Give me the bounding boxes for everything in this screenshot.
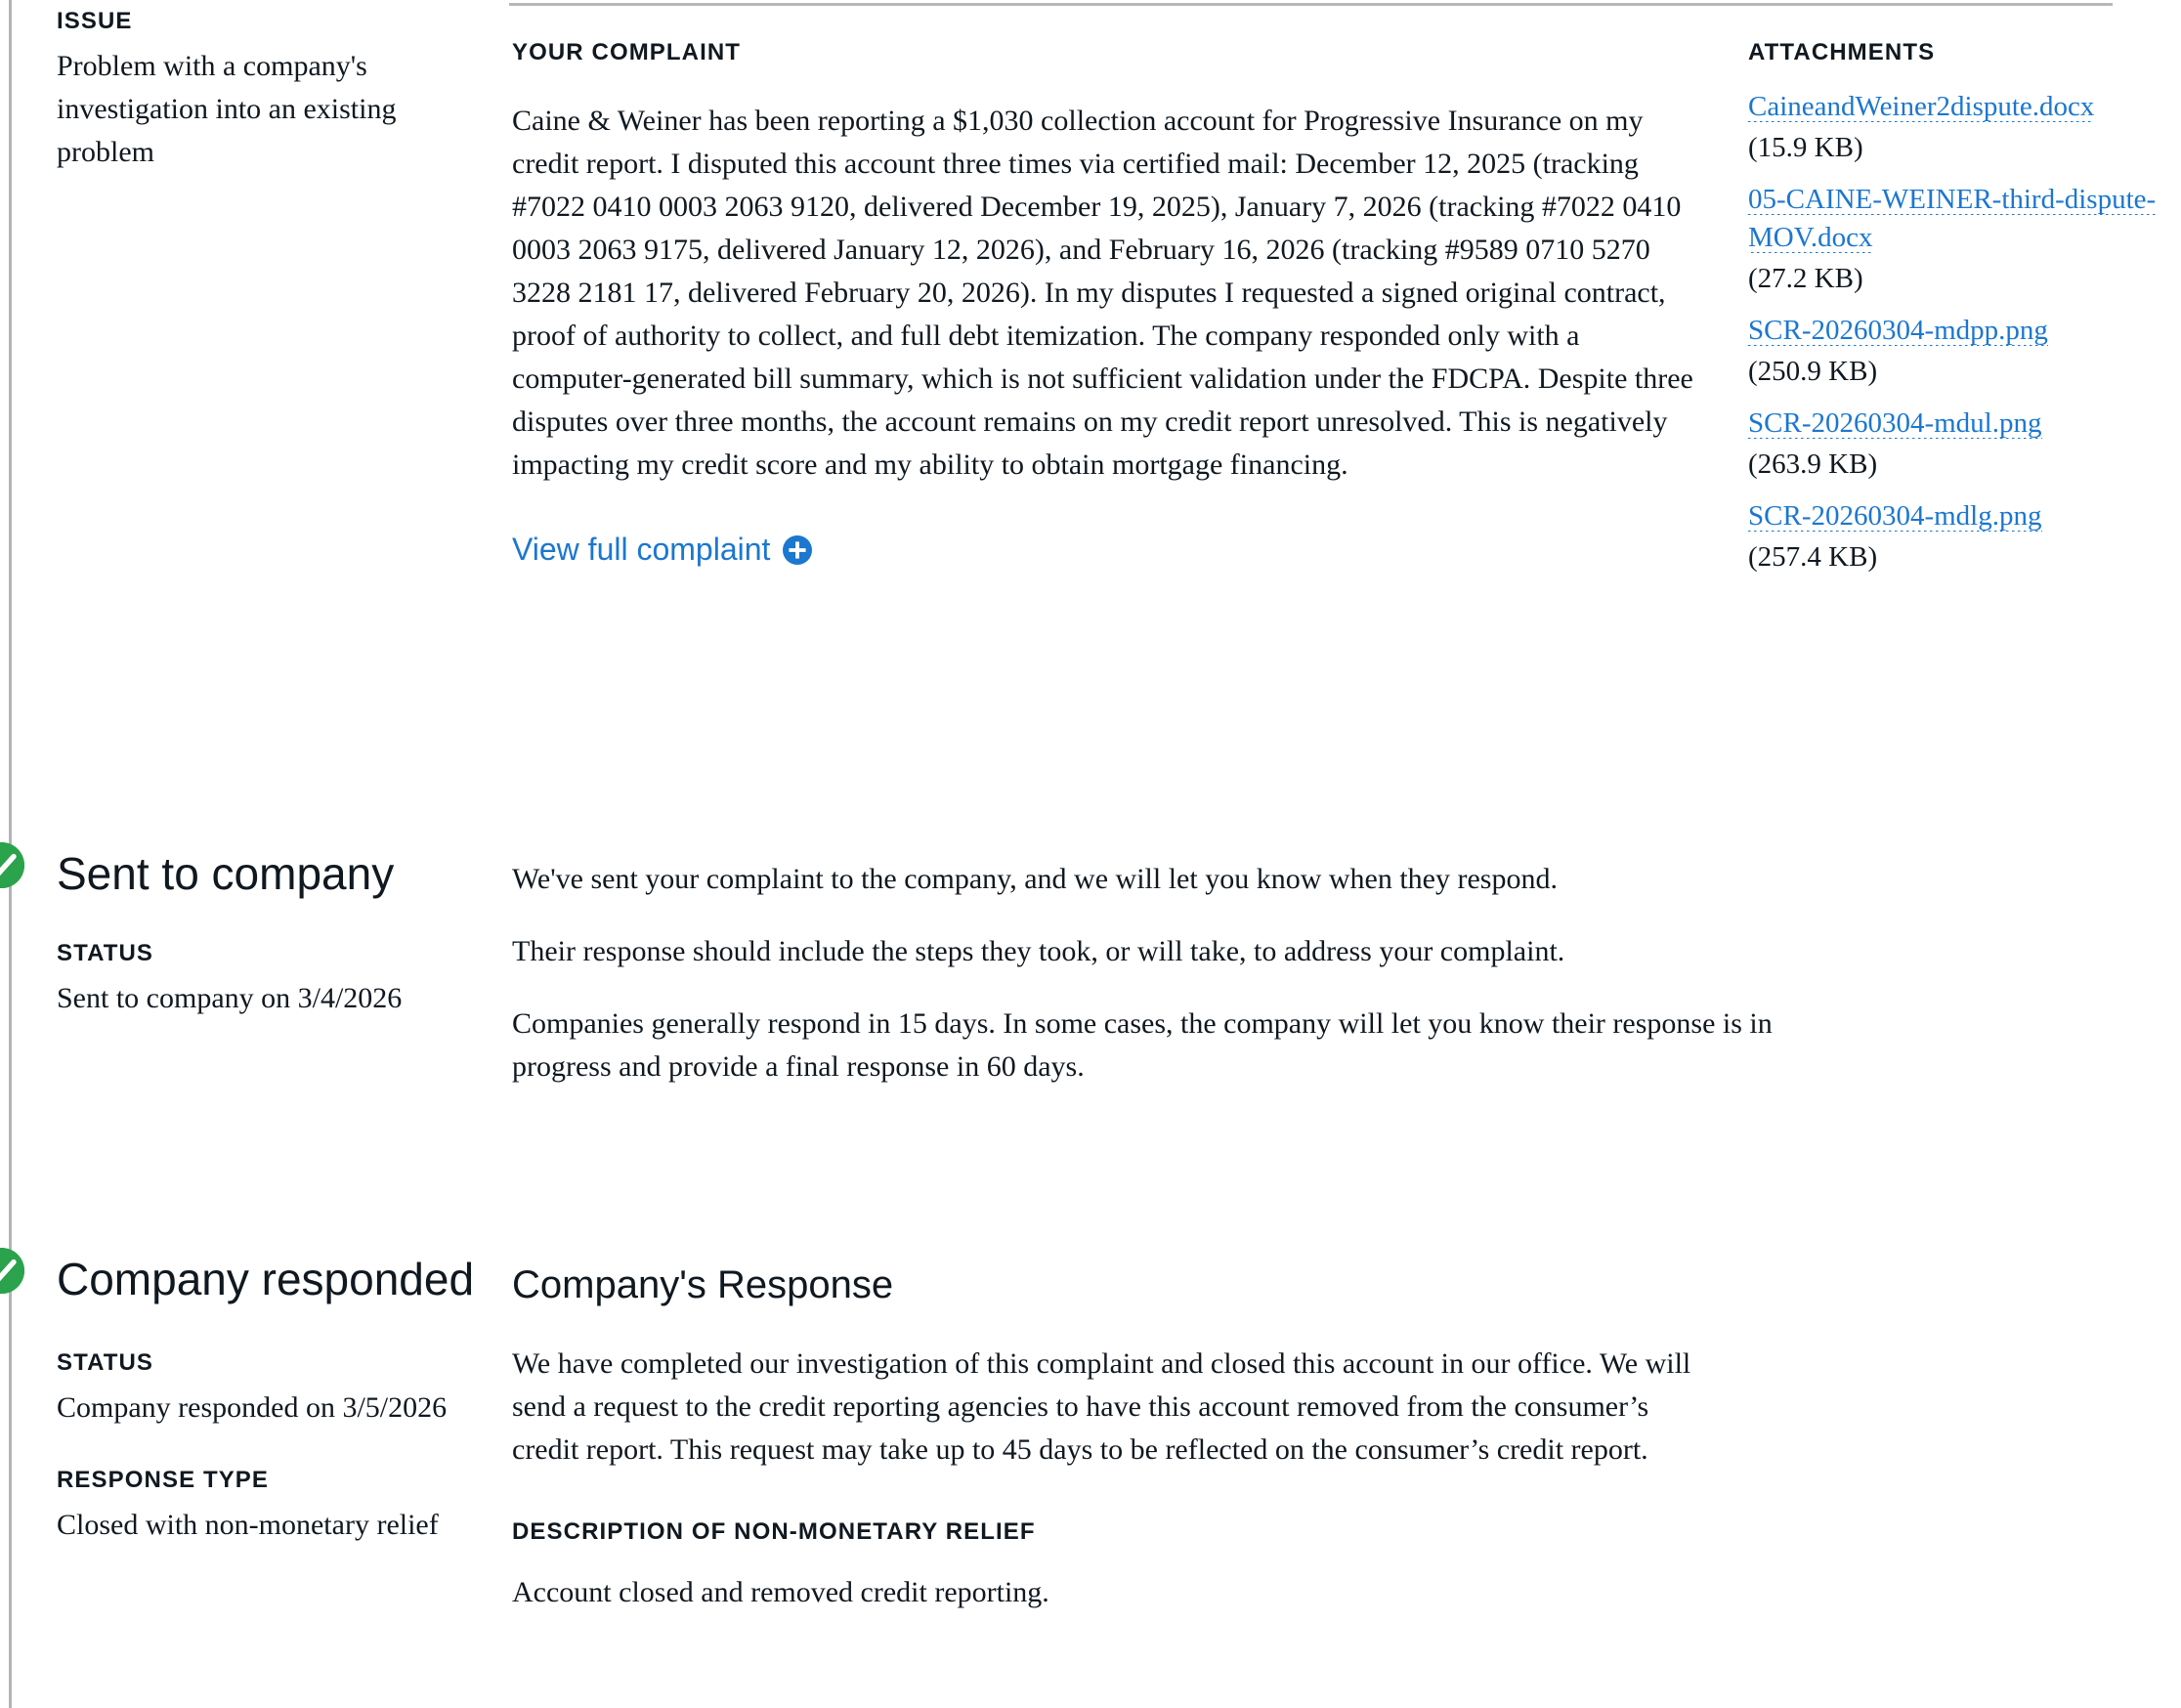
attachment-link[interactable]: SCR-20260304-mdul.png [1748, 407, 2042, 439]
attachment-size: (263.9 KB) [1748, 448, 1878, 480]
attachment-size: (257.4 KB) [1748, 541, 1878, 573]
issue-value: Problem with a company's investigation into an existing problem [57, 50, 397, 168]
attachment-item [1748, 312, 2159, 391]
sent-paragraph: We've sent your complaint to the company, and we will let you know when they respond. [512, 863, 1558, 895]
your-complaint-label: YOUR COMPLAINT [512, 39, 742, 65]
check-circle-icon [0, 1248, 24, 1294]
view-full-complaint-link[interactable] [512, 532, 812, 568]
view-full-complaint-label: View full complaint [512, 532, 771, 567]
your-complaint-block [512, 39, 1699, 568]
non-monetary-relief-label: DESCRIPTION OF NON-MONETARY RELIEF [512, 1518, 1036, 1545]
responded-step-body [512, 1260, 1699, 1614]
attachment-size: (15.9 KB) [1748, 132, 1863, 163]
sent-status-label: STATUS [57, 940, 154, 966]
sent-status-value: Sent to company on 3/4/2026 [57, 982, 403, 1014]
plus-circle-icon [783, 535, 812, 565]
check-circle-icon [0, 842, 24, 888]
section-divider-rule [509, 3, 2113, 6]
sent-step-body [512, 858, 1821, 1118]
responded-status-label: STATUS [57, 1349, 154, 1376]
sent-step-left [57, 842, 477, 1020]
attachment-size: (250.9 KB) [1748, 356, 1878, 387]
attachments-block [1748, 39, 2159, 590]
response-type-label: RESPONSE TYPE [57, 1467, 270, 1493]
sent-step-title: Sent to company [57, 848, 395, 899]
response-type-value: Closed with non-monetary relief [57, 1509, 439, 1541]
complaint-text: Caine & Weiner has been reporting a $1,030 collection account for Progressive Insurance on my credit report. I disputed this account three times via certified mail: December 12, 2025 (tracking #7022 0410 0003 2063 9120, delivered December 19, 2025), January 7, 2026 (tracking #7022 0410 0003 2063 9175, delivered January 12, 2026), and February 16, 2026 (tracking #9589 0710 5270 3228 2181 17, delivered February 20, 2026). In my disputes I requested a signed original contract, proof of authority to collect, and full debt itemization. The company responded only with a computer-generated bill summary, which is not sufficient validation under the FDCPA. Despite three disputes over three months, the account remains on my credit report unresolved. This is negatively impacting my credit score and my ability to obtain mortgage financing. [512, 105, 1693, 481]
issue-label: ISSUE [57, 8, 133, 34]
company-response-text: We have completed our investigation of this complaint and closed this account in our office. We will send a request to the credit reporting agencies to have this account removed from the consumer’s credit report. This request may take up to 45 days to be reflected on the consumer’s credit report. [512, 1347, 1691, 1466]
non-monetary-relief-value: Account closed and removed credit reporting. [512, 1576, 1049, 1608]
attachment-link[interactable]: CaineandWeiner2dispute.docx [1748, 91, 2095, 122]
attachment-link[interactable]: SCR-20260304-mdlg.png [1748, 500, 2042, 532]
attachment-item [1748, 405, 2159, 484]
attachment-size: (27.2 KB) [1748, 263, 1863, 294]
attachment-link[interactable]: 05-CAINE-WEINER-third-dispute-MOV.docx [1748, 184, 2157, 253]
sent-paragraph: Companies generally respond in 15 days. In some cases, the company will let you know their response is in progress and provide a final response in 60 days. [512, 1007, 1773, 1083]
attachment-item [1748, 181, 2159, 298]
sent-paragraph: Their response should include the steps they took, or will take, to address your complaint. [512, 935, 1565, 967]
attachment-link[interactable]: SCR-20260304-mdpp.png [1748, 315, 2048, 346]
responded-status-value: Company responded on 3/5/2026 [57, 1391, 448, 1424]
attachments-label: ATTACHMENTS [1748, 39, 1936, 65]
company-response-heading: Company's Response [512, 1263, 894, 1306]
issue-block [57, 8, 477, 174]
attachment-item [1748, 497, 2159, 576]
responded-step-left [57, 1248, 477, 1547]
responded-step-title: Company responded [57, 1254, 475, 1304]
attachment-item [1748, 88, 2159, 167]
